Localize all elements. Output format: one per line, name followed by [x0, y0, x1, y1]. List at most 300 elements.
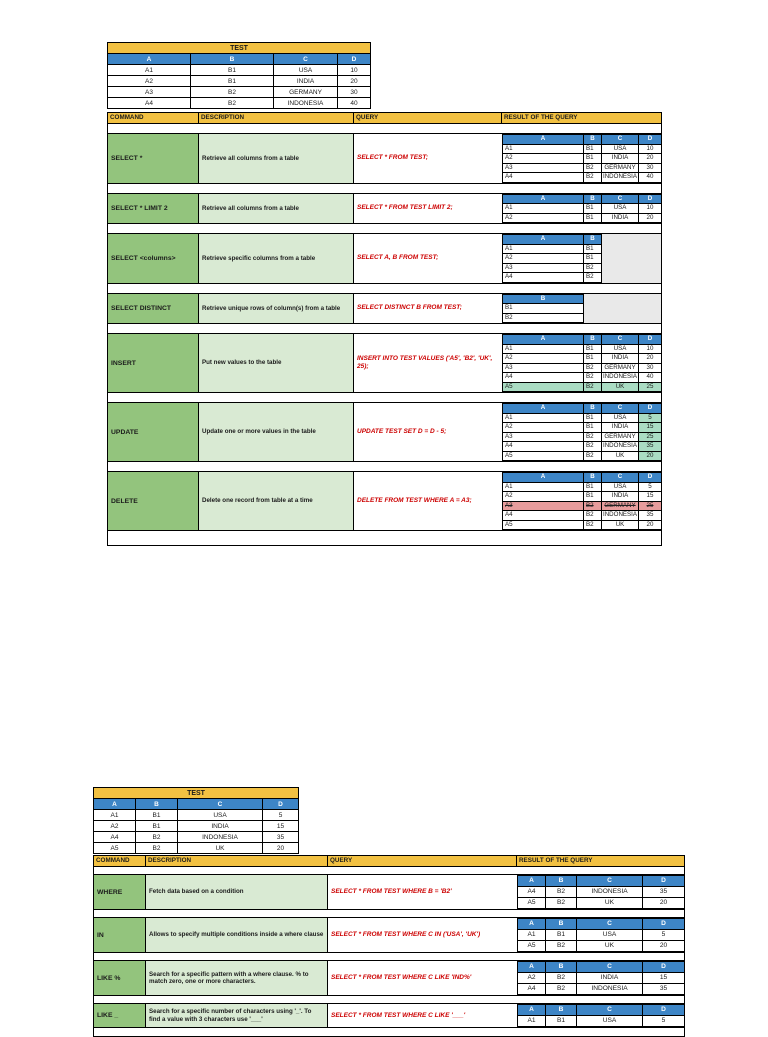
- result-data-cell: UK: [602, 382, 639, 392]
- result-table: [502, 472, 661, 530]
- result-table: [502, 334, 661, 392]
- result-data-cell: A2: [503, 354, 584, 364]
- result-header-cell: A: [503, 335, 584, 345]
- result-data-cell: 30: [639, 163, 662, 173]
- command-header-cell: QUERY: [328, 856, 517, 866]
- result-data-cell: A1: [503, 344, 584, 354]
- command-cell: LIKE _: [94, 1004, 146, 1027]
- column-header-cell: B: [191, 54, 274, 65]
- table-row: [94, 788, 299, 799]
- table-row: [503, 163, 662, 173]
- spacer-row: [108, 462, 661, 472]
- table-row: [518, 898, 685, 909]
- result-data-cell: B2: [584, 382, 602, 392]
- data-cell: A2: [94, 821, 136, 832]
- table-row: [503, 382, 662, 392]
- data-cell: UK: [178, 843, 263, 854]
- command-cell: SELECT <columns>: [108, 234, 199, 283]
- result-data-cell: B2: [584, 373, 602, 383]
- block-row: [94, 961, 684, 996]
- result-header-cell: B: [584, 194, 602, 204]
- table-row: [94, 810, 299, 821]
- data-cell: INDIA: [274, 76, 338, 87]
- result-data-cell: USA: [602, 204, 639, 214]
- command-header-cell: RESULT OF THE QUERY: [517, 856, 684, 866]
- result-cell: [502, 294, 661, 324]
- data-cell: B2: [136, 832, 178, 843]
- command-header-cell: COMMAND: [94, 856, 146, 866]
- result-data-cell: UK: [602, 451, 639, 461]
- result-header-cell: D: [643, 1005, 685, 1016]
- result-header-cell: B: [584, 235, 602, 245]
- result-header-cell: D: [639, 473, 662, 483]
- table-row: [503, 213, 662, 223]
- block-row: [108, 334, 661, 393]
- result-header-cell: A: [503, 404, 584, 414]
- command-header-cell: RESULT OF THE QUERY: [502, 113, 661, 123]
- block-row: [108, 294, 661, 325]
- result-data-cell: INDONESIA: [602, 173, 638, 180]
- table-row: [503, 154, 662, 164]
- table-row: [518, 930, 685, 941]
- result-data-cell: 15: [643, 973, 685, 984]
- result-header-cell: B: [584, 335, 602, 345]
- spacer-row: [108, 393, 661, 403]
- result-data-cell: B1: [584, 482, 602, 492]
- data-cell: 20: [263, 843, 299, 854]
- result-header-cell: A: [503, 194, 584, 204]
- query-cell: SELECT * FROM TEST WHERE C IN ('USA', 'UK'): [331, 931, 481, 938]
- result-data-cell: USA: [577, 1016, 643, 1027]
- result-header-cell: B: [584, 135, 602, 145]
- data-cell: GERMANY: [274, 87, 338, 98]
- result-data-cell: A1: [518, 1016, 546, 1027]
- data-cell: B2: [191, 98, 274, 109]
- result-data-cell: USA: [602, 482, 639, 492]
- data-cell: 40: [338, 98, 371, 109]
- result-header-cell: C: [602, 194, 639, 204]
- result-header-cell: B: [546, 919, 577, 930]
- table-row: [503, 204, 662, 214]
- result-cell: [502, 194, 661, 224]
- result-data-cell: INDONESIA: [577, 887, 643, 898]
- result-data-cell: 25: [639, 501, 662, 511]
- table-row: [518, 876, 685, 887]
- result-cell: [502, 472, 661, 530]
- description-cell: Delete one record from table at a time: [199, 472, 354, 530]
- table-row: [94, 799, 299, 810]
- result-data-cell: B2: [584, 451, 602, 461]
- result-data-cell: A4: [518, 887, 546, 898]
- result-data-cell: UK: [577, 898, 643, 909]
- description-cell: Retrieve all columns from a table: [199, 134, 354, 183]
- result-data-cell: 5: [639, 482, 662, 492]
- block-row: [94, 918, 684, 953]
- table-row: [518, 1016, 685, 1027]
- spacer-row: [94, 867, 684, 875]
- result-header-cell: A: [518, 1005, 546, 1016]
- result-data-cell: INDIA: [602, 154, 639, 164]
- result-data-cell: USA: [602, 144, 639, 154]
- data-cell: INDONESIA: [274, 98, 338, 109]
- result-table: [502, 194, 661, 224]
- result-data-cell: A3: [503, 163, 584, 173]
- result-data-cell: 40: [639, 173, 662, 183]
- spacer-row: [108, 324, 661, 334]
- query-cell: SELECT * FROM TEST WHERE C LIKE 'IND%': [331, 974, 472, 981]
- result-data-cell: 20: [639, 520, 662, 530]
- result-header-cell: A: [518, 919, 546, 930]
- block-row: [108, 234, 661, 284]
- result-data-cell: A5: [503, 382, 584, 392]
- result-data-cell: 5: [643, 1016, 685, 1027]
- table-row: [518, 919, 685, 930]
- block-row: [108, 134, 661, 184]
- table-row: [503, 473, 662, 483]
- data-cell: USA: [274, 65, 338, 76]
- result-header-cell: D: [639, 135, 662, 145]
- result-data-cell: B2: [584, 273, 602, 283]
- table-row: [518, 962, 685, 973]
- data-cell: A4: [108, 98, 191, 109]
- result-data-cell: B1: [584, 154, 602, 164]
- result-cell: [502, 403, 661, 461]
- spacer-row: [94, 910, 684, 918]
- description-cell: Retrieve all columns from a table: [199, 194, 354, 224]
- result-table: [502, 134, 661, 183]
- data-cell: A1: [108, 65, 191, 76]
- result-data-cell: B2: [584, 173, 602, 183]
- result-data-cell: 20: [639, 354, 662, 364]
- data-cell: 10: [338, 65, 371, 76]
- result-data-cell: A1: [503, 144, 584, 154]
- spacer-row: [108, 284, 661, 294]
- table-row: [503, 501, 662, 511]
- result-data-cell: A1: [503, 482, 584, 492]
- result-data-cell: INDONESIA: [602, 373, 638, 380]
- result-table: [517, 961, 684, 995]
- result-data-cell: A2: [503, 154, 584, 164]
- result-data-cell: B2: [503, 313, 584, 323]
- result-data-cell: A3: [503, 263, 584, 273]
- query-cell: DELETE FROM TEST WHERE A = A3;: [357, 497, 472, 504]
- result-data-cell: 35: [643, 984, 685, 995]
- result-data-cell: GERMANY: [602, 501, 639, 511]
- result-data-cell: 15: [639, 492, 662, 502]
- command-cell: WHERE: [94, 875, 146, 909]
- result-header-cell: B: [503, 294, 584, 304]
- result-data-cell: 20: [639, 213, 662, 223]
- table-row: [503, 354, 662, 364]
- command-header-cell: DESCRIPTION: [146, 856, 328, 866]
- result-data-cell: INDIA: [577, 973, 643, 984]
- result-data-cell: A3: [503, 432, 584, 442]
- data-cell: 30: [338, 87, 371, 98]
- result-data-cell: INDIA: [602, 423, 639, 433]
- result-data-cell: A2: [503, 254, 584, 264]
- test-table-title: TEST: [94, 788, 299, 799]
- result-table: [502, 234, 602, 283]
- data-cell: A2: [108, 76, 191, 87]
- result-header-cell: A: [518, 876, 546, 887]
- description-cell: Fetch data based on a condition: [146, 875, 328, 909]
- result-data-cell: B1: [503, 304, 584, 314]
- command-cell: SELECT DISTINCT: [108, 294, 199, 324]
- column-header-cell: D: [338, 54, 371, 65]
- column-header-cell: C: [178, 799, 263, 810]
- result-header-cell: C: [602, 404, 639, 414]
- result-data-cell: B1: [584, 354, 602, 364]
- result-header-cell: B: [584, 404, 602, 414]
- result-header-cell: D: [639, 335, 662, 345]
- block-row: [94, 875, 684, 910]
- result-table: [502, 403, 661, 461]
- result-table: [502, 294, 584, 324]
- result-header-cell: A: [518, 962, 546, 973]
- description-cell: Retrieve unique rows of column(s) from a table: [199, 294, 354, 324]
- result-data-cell: B2: [584, 442, 602, 452]
- description-cell: Retrieve specific columns from a table: [199, 234, 354, 283]
- result-data-cell: B2: [584, 432, 602, 442]
- query-cell: SELECT * FROM TEST;: [357, 154, 429, 162]
- table-row: [518, 973, 685, 984]
- table-row: [503, 363, 662, 373]
- table-row: [94, 832, 299, 843]
- result-cell: [517, 961, 684, 995]
- block-row: [108, 472, 661, 531]
- result-data-cell: INDONESIA: [602, 442, 638, 449]
- table-row: [94, 843, 299, 854]
- table-row: [503, 273, 602, 283]
- data-cell: 35: [263, 832, 299, 843]
- description-cell: Put new values to the table: [199, 334, 354, 392]
- filler-area: [602, 234, 661, 283]
- test-table: [107, 42, 371, 109]
- table-row: [108, 43, 371, 54]
- spacer-row: [108, 184, 661, 194]
- result-data-cell: B1: [584, 344, 602, 354]
- result-cell: [502, 334, 661, 392]
- column-header-cell: B: [136, 799, 178, 810]
- query-cell: SELECT * FROM TEST LIMIT 2;: [357, 204, 453, 212]
- table-row: [108, 65, 371, 76]
- result-data-cell: B1: [584, 254, 602, 264]
- result-table: [517, 875, 684, 909]
- table-row: [503, 344, 662, 354]
- result-data-cell: A1: [518, 930, 546, 941]
- result-data-cell: INDIA: [602, 354, 639, 364]
- data-cell: B1: [136, 821, 178, 832]
- result-data-cell: 25: [639, 432, 662, 442]
- result-data-cell: A3: [503, 363, 584, 373]
- table-row: [503, 423, 662, 433]
- table-row: [503, 404, 662, 414]
- result-data-cell: 20: [643, 898, 685, 909]
- data-cell: A5: [94, 843, 136, 854]
- table-row: [503, 511, 662, 521]
- result-data-cell: 25: [639, 382, 662, 392]
- result-data-cell: A5: [518, 898, 546, 909]
- command-header-cell: QUERY: [354, 113, 502, 123]
- table-row: [503, 442, 662, 452]
- result-data-cell: 35: [643, 887, 685, 898]
- command-cell: INSERT: [108, 334, 199, 392]
- table-row: [108, 76, 371, 87]
- table-row: [108, 87, 371, 98]
- description-cell: Search for a specific number of characters using '_'. To find a value with 3 characters use '___': [146, 1004, 328, 1027]
- empty-row: [94, 1028, 684, 1036]
- table-row: [503, 373, 662, 383]
- command-table-header: [94, 856, 684, 867]
- test-table-title: TEST: [108, 43, 371, 54]
- result-data-cell: USA: [577, 930, 643, 941]
- result-data-cell: 35: [639, 442, 662, 452]
- test-table-page2: [93, 787, 299, 854]
- result-data-cell: A4: [503, 273, 584, 283]
- result-header-cell: D: [643, 919, 685, 930]
- column-header-cell: D: [263, 799, 299, 810]
- result-header-cell: C: [577, 1005, 643, 1016]
- data-cell: B1: [191, 76, 274, 87]
- result-header-cell: C: [602, 335, 639, 345]
- result-data-cell: A3: [503, 501, 584, 511]
- description-cell: Allows to specify multiple conditions inside a where clause: [146, 918, 328, 952]
- result-data-cell: USA: [602, 413, 639, 423]
- result-header-cell: A: [503, 135, 584, 145]
- result-data-cell: A2: [518, 973, 546, 984]
- table-row: [503, 263, 602, 273]
- table-row: [518, 887, 685, 898]
- result-data-cell: GERMANY: [602, 432, 639, 442]
- query-cell: UPDATE TEST SET D = D - 5;: [357, 428, 447, 435]
- table-row: [503, 492, 662, 502]
- result-data-cell: B2: [584, 520, 602, 530]
- result-header-cell: D: [643, 876, 685, 887]
- result-header-cell: A: [503, 473, 584, 483]
- result-data-cell: 15: [639, 423, 662, 433]
- table-row: [518, 941, 685, 952]
- description-cell: Update one or more values in the table: [199, 403, 354, 461]
- empty-row: [108, 531, 661, 545]
- spacer-row: [94, 953, 684, 961]
- data-cell: A3: [108, 87, 191, 98]
- result-header-cell: C: [577, 962, 643, 973]
- spacer-row: [108, 124, 661, 134]
- result-data-cell: INDONESIA: [602, 511, 638, 518]
- block-row: [108, 403, 661, 462]
- result-data-cell: B2: [546, 973, 577, 984]
- table-row: [503, 294, 584, 304]
- table-row: [503, 335, 662, 345]
- command-table-page1: [107, 112, 662, 546]
- table-row: [503, 173, 662, 183]
- table-row: [503, 304, 584, 314]
- table-row: [518, 984, 685, 995]
- command-table-page2: [93, 855, 685, 1037]
- result-data-cell: A4: [503, 173, 584, 183]
- data-cell: A1: [94, 810, 136, 821]
- data-cell: 20: [338, 76, 371, 87]
- result-data-cell: A2: [503, 213, 584, 223]
- command-cell: SELECT * LIMIT 2: [108, 194, 199, 224]
- block-row: [94, 1004, 684, 1028]
- query-cell: SELECT A, B FROM TEST;: [357, 254, 439, 262]
- result-data-cell: 30: [639, 363, 662, 373]
- spacer-row: [108, 224, 661, 234]
- result-data-cell: B1: [584, 144, 602, 154]
- data-cell: A4: [94, 832, 136, 843]
- result-header-cell: C: [602, 135, 639, 145]
- data-cell: INDIA: [178, 821, 263, 832]
- command-cell: DELETE: [108, 472, 199, 530]
- table-row: [503, 194, 662, 204]
- table-row: [94, 821, 299, 832]
- result-data-cell: B2: [584, 163, 602, 173]
- data-cell: B1: [191, 65, 274, 76]
- result-data-cell: 20: [639, 451, 662, 461]
- table-row: [503, 520, 662, 530]
- data-cell: INDONESIA: [178, 832, 263, 843]
- result-header-cell: B: [546, 876, 577, 887]
- command-table-header: [108, 113, 661, 124]
- result-data-cell: B2: [546, 887, 577, 898]
- result-data-cell: B2: [584, 263, 602, 273]
- result-cell: [517, 875, 684, 909]
- data-cell: B2: [136, 843, 178, 854]
- result-data-cell: 10: [639, 204, 662, 214]
- table-row: [503, 144, 662, 154]
- result-data-cell: GERMANY: [602, 163, 639, 173]
- test-table: [93, 787, 299, 854]
- result-header-cell: C: [602, 473, 639, 483]
- description-cell: Search for a specific pattern with a where clause. % to match zero, one or more characters.: [146, 961, 328, 995]
- result-cell: [502, 234, 661, 283]
- result-data-cell: B1: [584, 204, 602, 214]
- table-row: [108, 98, 371, 109]
- result-data-cell: B2: [584, 363, 602, 373]
- data-cell: B1: [136, 810, 178, 821]
- table-row: [518, 1005, 685, 1016]
- column-header-cell: C: [274, 54, 338, 65]
- result-data-cell: B1: [546, 930, 577, 941]
- result-data-cell: A1: [503, 244, 584, 254]
- command-cell: UPDATE: [108, 403, 199, 461]
- result-data-cell: A2: [503, 423, 584, 433]
- result-data-cell: A4: [503, 373, 584, 383]
- command-header-cell: COMMAND: [108, 113, 199, 123]
- result-data-cell: B1: [546, 1016, 577, 1027]
- result-data-cell: 20: [639, 154, 662, 164]
- result-data-cell: B1: [584, 423, 602, 433]
- command-cell: SELECT *: [108, 134, 199, 183]
- result-data-cell: UK: [577, 941, 643, 952]
- result-header-cell: B: [584, 473, 602, 483]
- query-cell: SELECT * FROM TEST WHERE C LIKE '___': [331, 1011, 466, 1019]
- table-row: [108, 54, 371, 65]
- result-data-cell: B2: [584, 511, 602, 521]
- result-data-cell: B1: [584, 413, 602, 423]
- result-data-cell: 40: [639, 373, 662, 383]
- result-data-cell: B2: [546, 898, 577, 909]
- result-data-cell: GERMANY: [602, 363, 639, 373]
- result-data-cell: A5: [518, 941, 546, 952]
- data-cell: 5: [263, 810, 299, 821]
- result-header-cell: C: [577, 876, 643, 887]
- result-data-cell: 20: [643, 941, 685, 952]
- result-header-cell: B: [546, 1005, 577, 1016]
- result-data-cell: B2: [584, 501, 602, 511]
- result-data-cell: B1: [584, 213, 602, 223]
